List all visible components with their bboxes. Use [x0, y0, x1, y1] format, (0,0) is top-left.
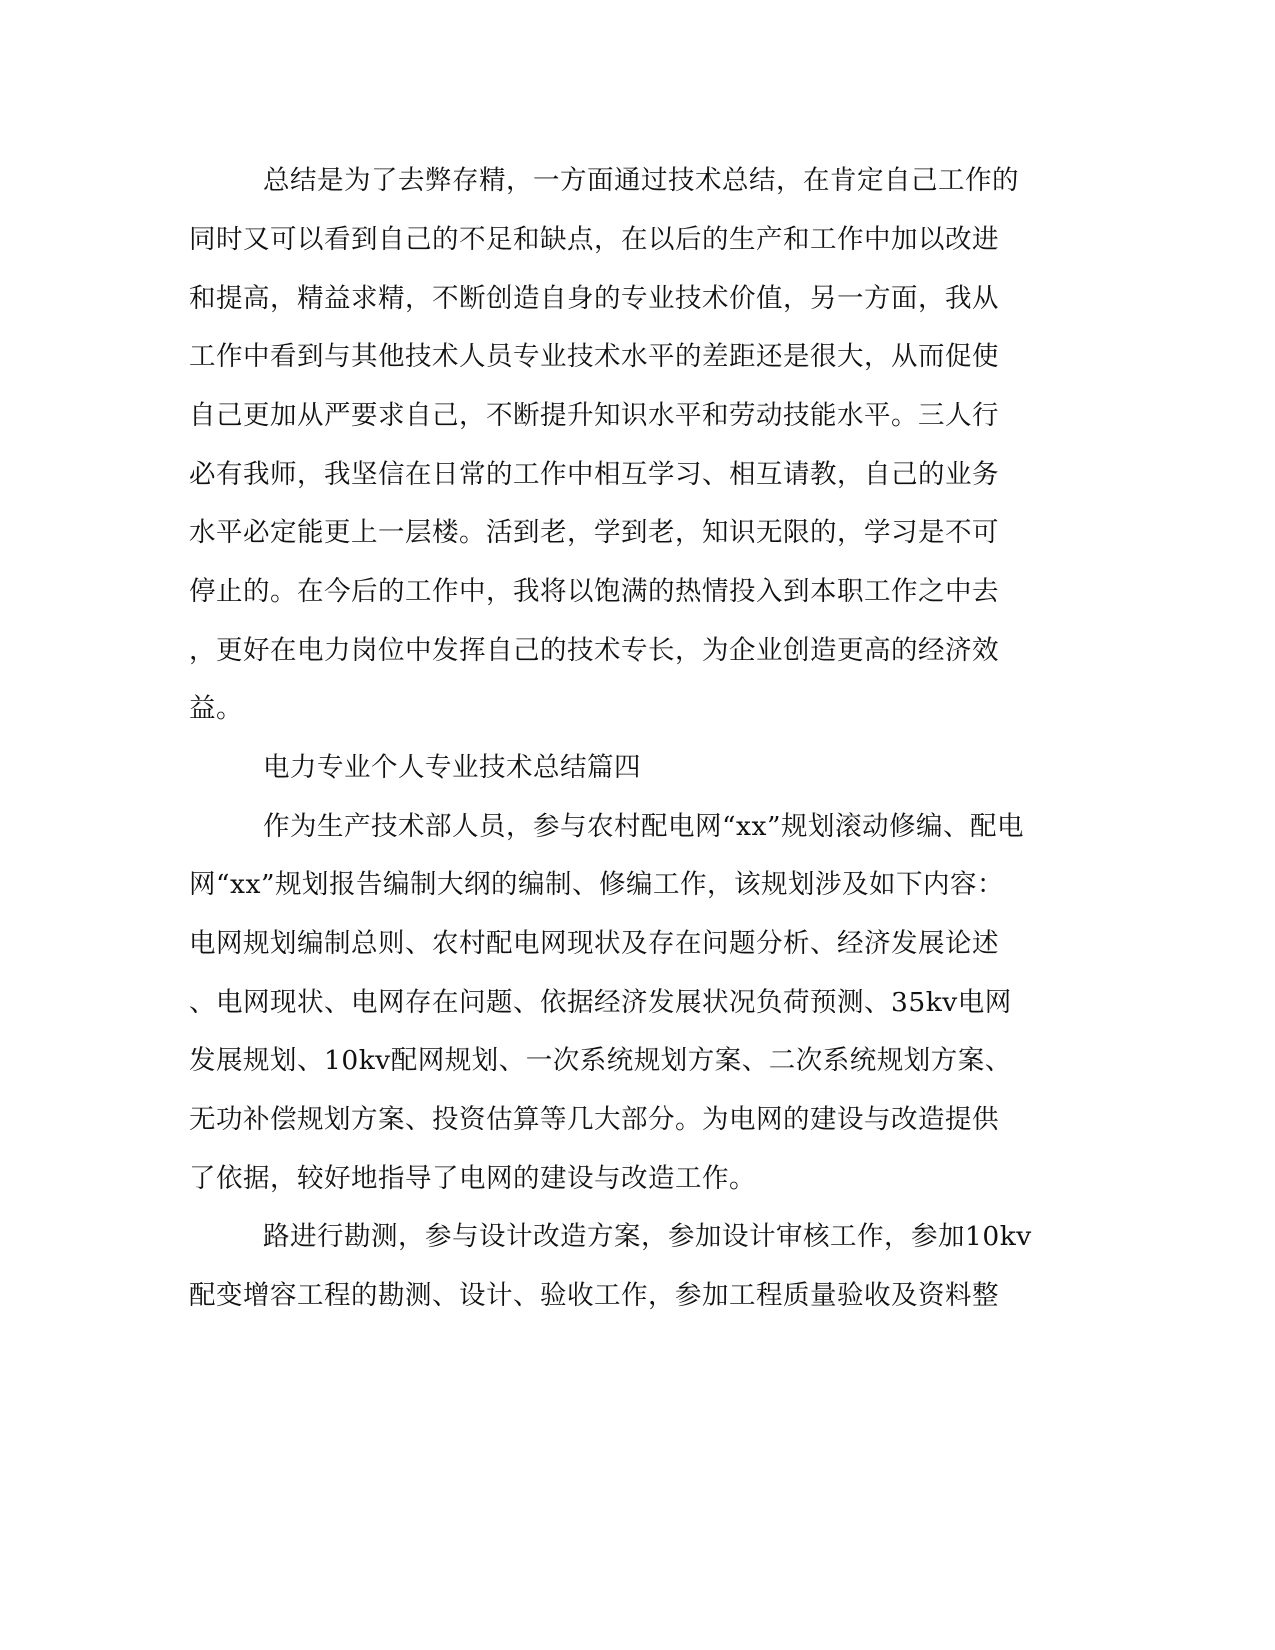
text-line: 电网规划编制总则、农村配电网现状及存在问题分析、经济发展论述	[189, 928, 999, 959]
text-line: 了依据，较好地指导了电网的建设与改造工作。	[189, 1163, 756, 1194]
text-line: 自己更加从严要求自己，不断提升知识水平和劳动技能水平。三人行	[189, 400, 999, 431]
text-line: ，更好在电力岗位中发挥自己的技术专长，为企业创造更高的经济效	[189, 635, 999, 666]
text-line: 同时又可以看到自己的不足和缺点，在以后的生产和工作中加以改进	[189, 224, 999, 255]
section-heading: 电力专业个人专业技术总结篇四	[263, 752, 641, 783]
text-line: 益。	[189, 693, 243, 724]
text-line: 必有我师，我坚信在日常的工作中相互学习、相互请教，自己的业务	[189, 459, 999, 490]
text-line: 路进行勘测，参与设计改造方案，参加设计审核工作，参加10kv	[263, 1221, 1032, 1252]
text-line: 网“xx”规划报告编制大纲的编制、修编工作，该规划涉及如下内容：	[189, 869, 1004, 900]
text-line: 无功补偿规划方案、投资估算等几大部分。为电网的建设与改造提供	[189, 1104, 999, 1135]
text-line: 作为生产技术部人员，参与农村配电网“xx”规划滚动修编、配电	[263, 811, 1024, 842]
text-line: 水平必定能更上一层楼。活到老，学到老，知识无限的，学习是不可	[189, 517, 999, 548]
text-line: 发展规划、10kv配网规划、一次系统规划方案、二次系统规划方案、	[189, 1045, 1012, 1076]
text-line: 和提高，精益求精，不断创造自身的专业技术价值，另一方面，我从	[189, 283, 999, 314]
text-line: 工作中看到与其他技术人员专业技术水平的差距还是很大，从而促使	[189, 341, 999, 372]
text-line: 配变增容工程的勘测、设计、验收工作，参加工程质量验收及资料整	[189, 1280, 999, 1311]
text-line: 停止的。在今后的工作中，我将以饱满的热情投入到本职工作之中去	[189, 576, 999, 607]
text-line: 、电网现状、电网存在问题、依据经济发展状况负荷预测、35kv电网	[189, 987, 1012, 1018]
text-line: 总结是为了去弊存精，一方面通过技术总结，在肯定自己工作的	[263, 165, 1019, 196]
